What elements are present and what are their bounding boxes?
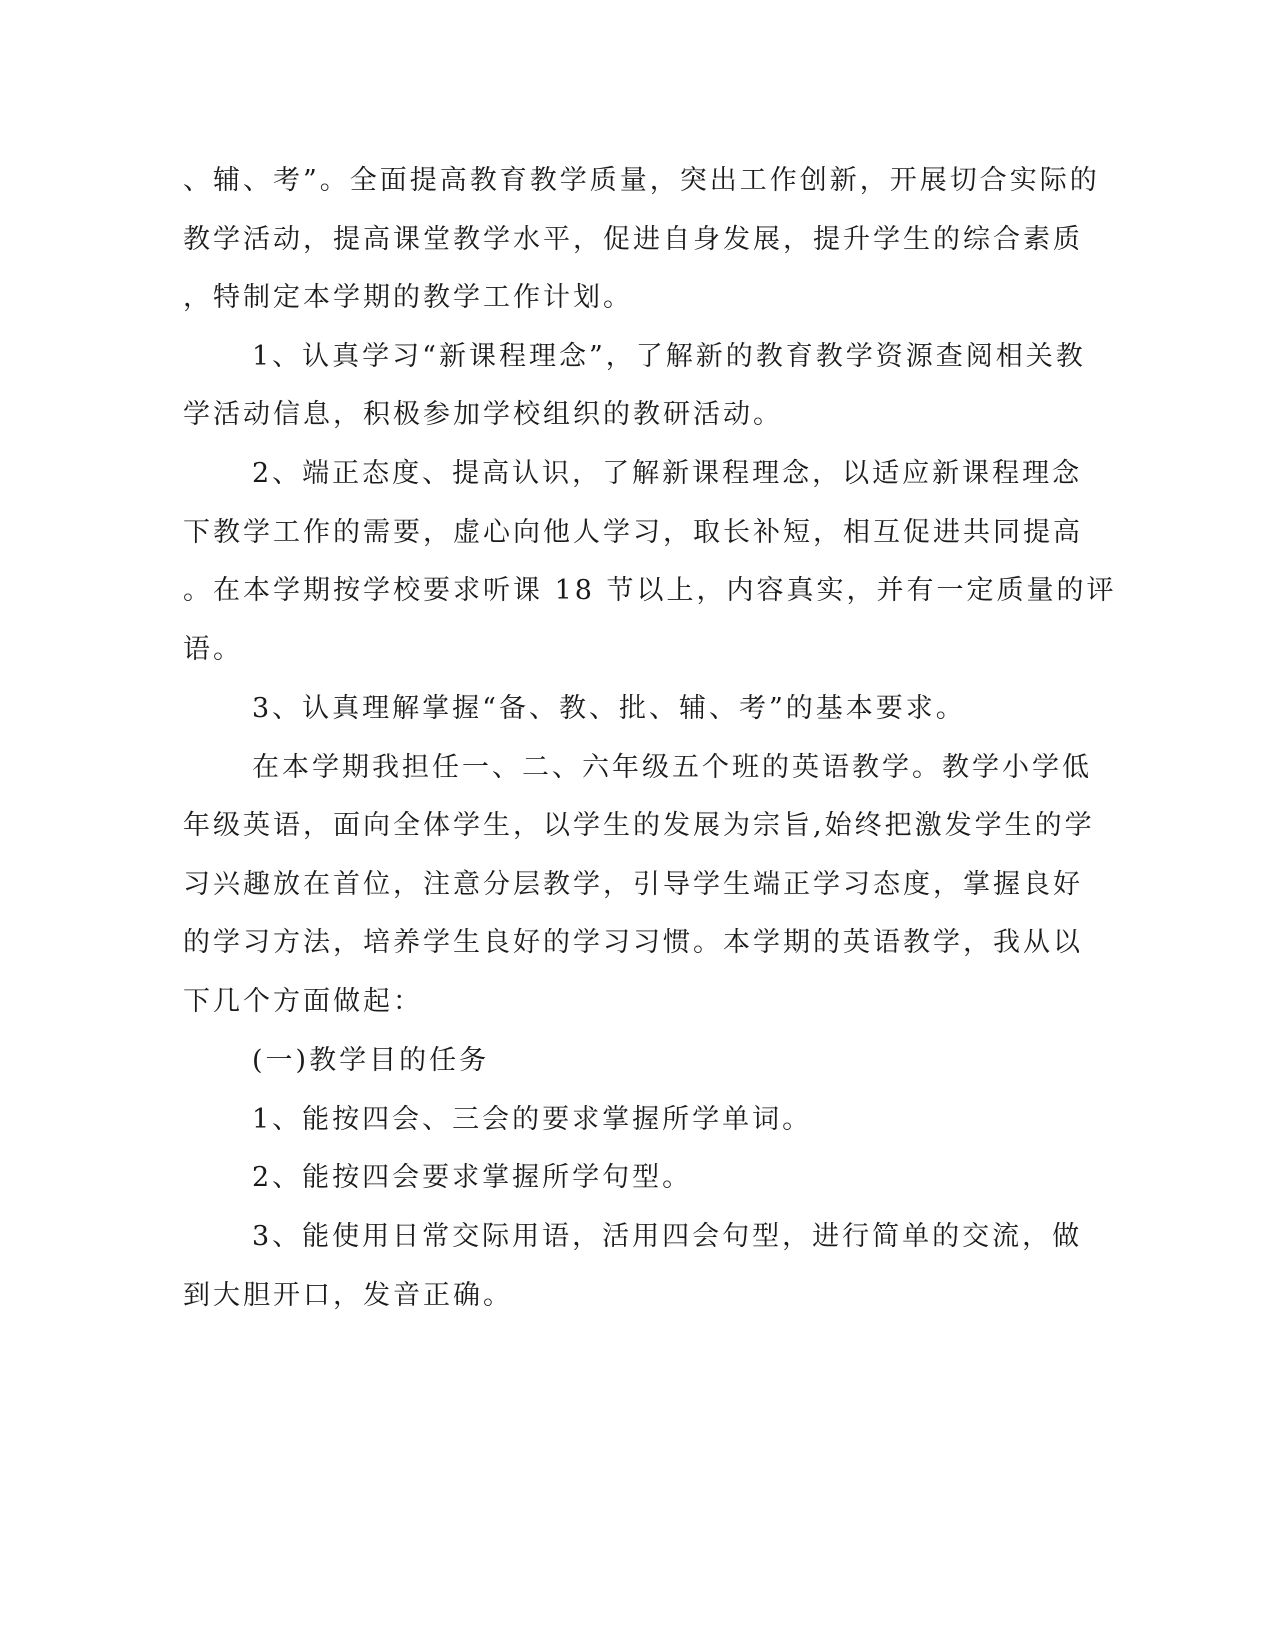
- text-line: 的学习方法，培养学生良好的学习习惯。本学期的英语教学，我从以: [183, 927, 1083, 958]
- text-line: 习兴趣放在首位，注意分层教学，引导学生端正学习态度，掌握良好: [183, 869, 1083, 900]
- text-line: 学活动信息，积极参加学校组织的教研活动。: [183, 399, 783, 430]
- text-line: 下几个方面做起：: [183, 986, 423, 1017]
- text-line: ，特制定本学期的教学工作计划。: [183, 282, 633, 313]
- text-line: 年级英语，面向全体学生，以学生的发展为宗旨,始终把激发学生的学: [183, 810, 1095, 841]
- text-line: 教学活动，提高课堂教学水平，促进自身发展，提升学生的综合素质: [183, 224, 1083, 255]
- text-line: 。在本学期按学校要求听课 18 节以上，内容真实，并有一定质量的评: [183, 575, 1117, 606]
- text-line: 语。: [183, 634, 243, 665]
- text-line: 到大胆开口，发音正确。: [183, 1280, 513, 1311]
- text-line: 1、认真学习“新课程理念”，了解新的教育教学资源查阅相关教: [252, 341, 1086, 372]
- text-line: 2、端正态度、提高认识，了解新课程理念，以适应新课程理念: [252, 458, 1083, 489]
- text-line: 2、能按四会要求掌握所学句型。: [252, 1162, 693, 1193]
- text-line: 3、能使用日常交际用语，活用四会句型，进行简单的交流，做: [252, 1221, 1083, 1252]
- text-line: 下教学工作的需要，虚心向他人学习，取长补短，相互促进共同提高: [183, 517, 1083, 548]
- text-line: 、辅、考”。全面提高教育教学质量，突出工作创新，开展切合实际的: [183, 165, 1100, 196]
- text-line: 在本学期我担任一、二、六年级五个班的英语教学。教学小学低: [252, 752, 1092, 783]
- text-line: 3、认真理解掌握“备、教、批、辅、考”的基本要求。: [252, 693, 966, 724]
- section-heading: (一)教学目的任务: [252, 1045, 490, 1076]
- text-line: 1、能按四会、三会的要求掌握所学单词。: [252, 1104, 813, 1135]
